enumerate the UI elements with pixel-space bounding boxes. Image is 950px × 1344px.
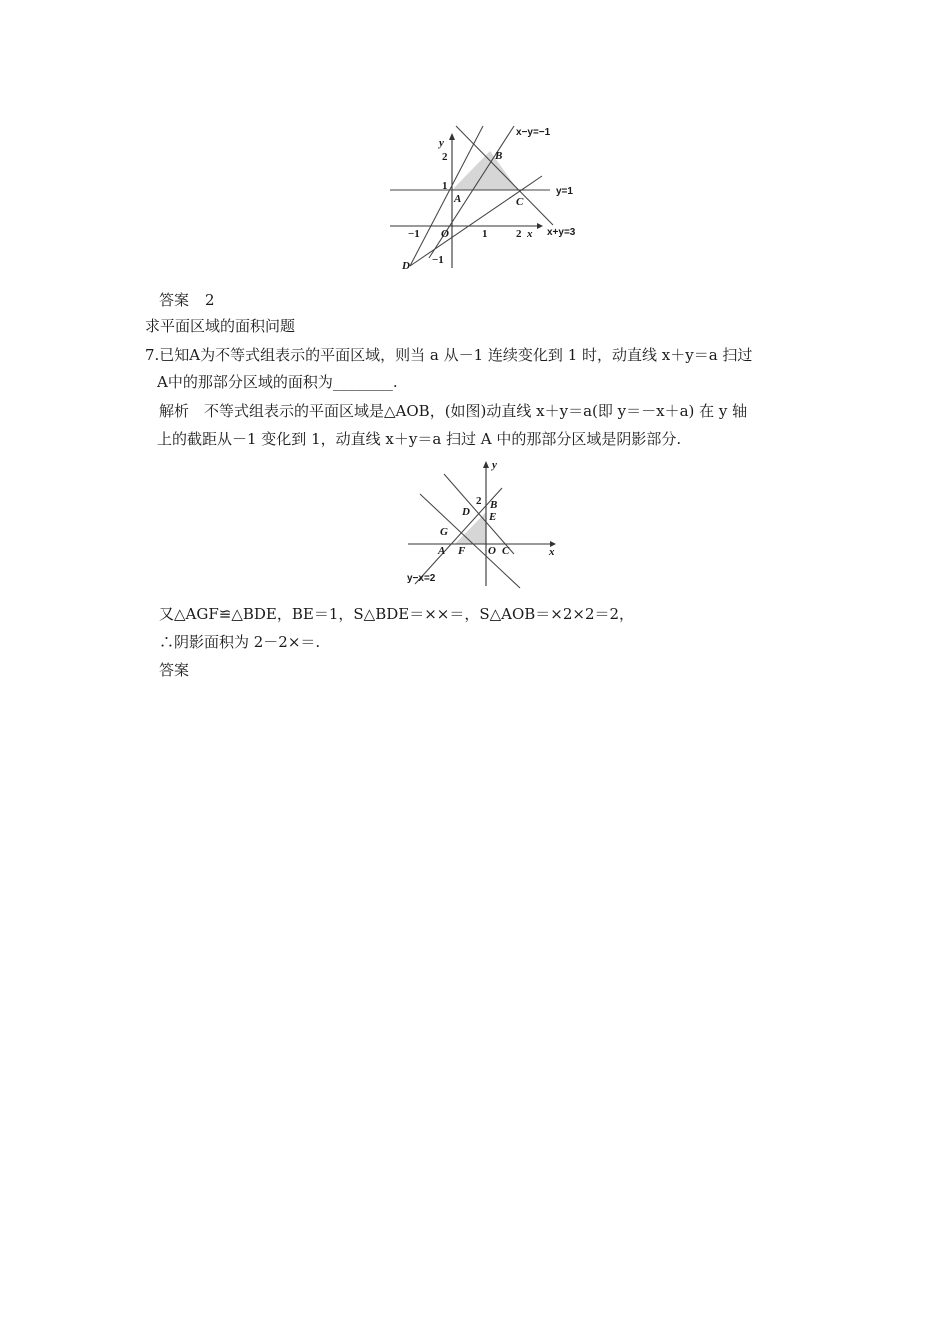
tick-y-1: 1: [442, 180, 448, 192]
equation-y-equals-1: y=1: [556, 186, 573, 197]
point-a-label: A: [454, 193, 462, 205]
x-axis-label: x: [549, 546, 555, 558]
figure-2-graph: [400, 456, 570, 594]
origin-label: O: [488, 545, 496, 557]
x-axis-label: x: [527, 228, 533, 240]
line-y-minus-x: [415, 488, 502, 584]
tick-x-1: 1: [482, 228, 488, 240]
figure-2: [400, 456, 570, 594]
y-axis-arrow: [449, 133, 455, 140]
answer-2-label: 答案: [159, 661, 190, 679]
point-c-label: C: [516, 196, 524, 208]
steps-line-1: 又△AGF≌△BDE，BE＝1，S△BDE＝××＝，S△AOB＝×2×2＝2，: [159, 605, 635, 623]
point-e-label: E: [489, 511, 497, 523]
equation-x-plus-y: x+y=3: [547, 227, 576, 238]
point-c-label: C: [502, 545, 510, 557]
steps-line-2: ∴阴影面积为 2－2×＝.: [159, 633, 321, 651]
analysis-line-1: 解析 不等式组表示的平面区域是△AOB，(如图)动直线 x＋y＝a(即 y＝－x＋a) 在 y 轴: [159, 402, 748, 420]
answer-1-label: 答案: [159, 291, 190, 309]
point-b-label: B: [495, 150, 503, 162]
equation-x-minus-y: x−y=−1: [516, 127, 551, 138]
figure-1-graph: [385, 118, 585, 278]
analysis-line-2: 上的截距从－1 变化到 1，动直线 x＋y＝a 扫过 A 中的那部分区域是阴影部分.: [157, 430, 682, 448]
point-d-label: D: [462, 506, 470, 518]
point-d-label: D: [402, 260, 410, 272]
y-axis-label: y: [439, 137, 444, 149]
y-axis-label: y: [492, 459, 497, 471]
section-title: 求平面区域的面积问题: [145, 317, 296, 335]
point-a-label: A: [438, 545, 446, 557]
tick-y-2: 2: [442, 151, 448, 163]
answer-1-line: [159, 290, 215, 310]
y-axis-arrow: [483, 461, 489, 468]
question-7-line-2: A中的那部分区域的面积为________.: [157, 373, 398, 391]
tick-x-neg1: −1: [408, 228, 420, 240]
point-f-label: F: [458, 545, 466, 557]
line-ad: [410, 126, 483, 266]
question-7-line-1: 7.已知A为不等式组表示的平面区域，则当 a 从－1 连续变化到 1 时，动直线 x＋y＝a 扫过: [145, 346, 753, 364]
equation-y-minus-x: y−x=2: [407, 573, 436, 584]
tick-2-label: 2: [476, 495, 482, 507]
tick-x-2: 2: [516, 228, 522, 240]
origin-label: O: [441, 228, 449, 240]
point-b-label: B: [490, 499, 498, 511]
tick-y-neg1: −1: [432, 254, 444, 266]
answer-1-value: 2: [205, 291, 215, 309]
x-axis-arrow: [537, 223, 543, 229]
figure-1: [385, 118, 585, 278]
point-g-label: G: [440, 526, 448, 538]
